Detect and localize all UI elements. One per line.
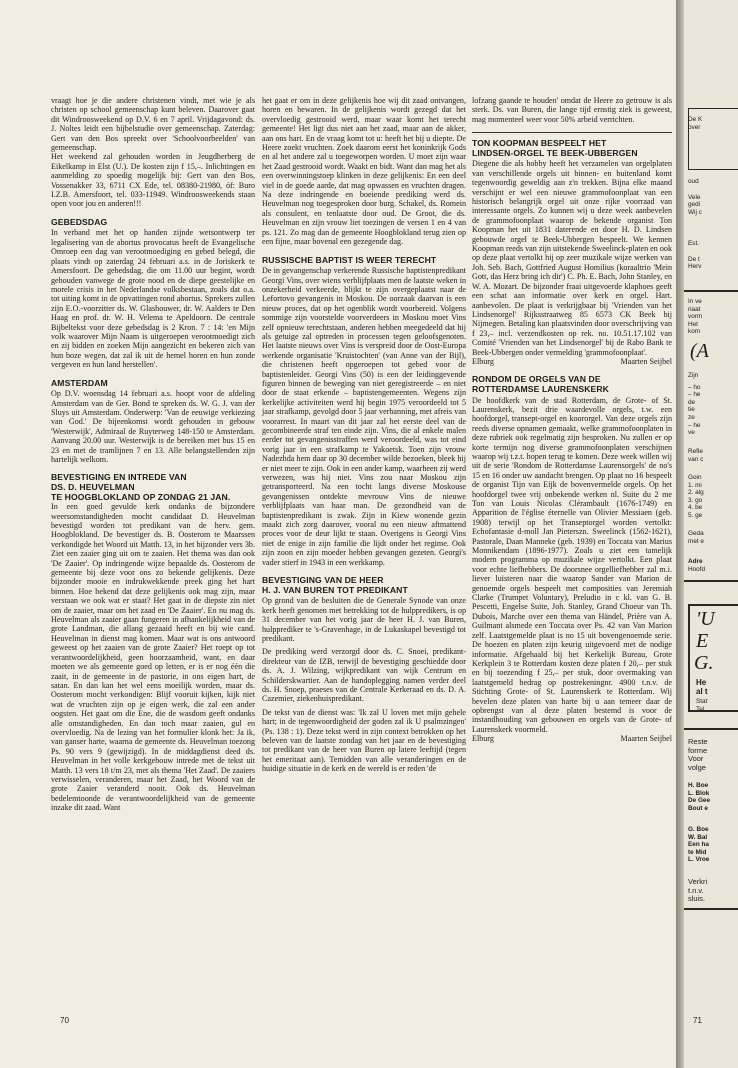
separator-rule: [684, 908, 738, 910]
signature-name: Maarten Seijbel: [620, 734, 672, 744]
headline-line: H. J. VAN BUREN TOT PREDIKANT: [262, 584, 408, 595]
text-fragment: In ve riaat vorm Het kom: [688, 298, 703, 336]
text-fragment: oud Vele gedi Wij c: [688, 178, 702, 216]
article-text: De prediking werd verzorgd door ds. C. Snoei, predikant-direkteur van de IZB, terwijl de bevestiging geschiedde door ds. A. J. Wilzing, wijkpredikant van wijk Centrum en Schilderskwartier. Aan de handoplegging namen verder deel ds. H. Snoep, praeses van de Centrale Kerkeraad en ds. D. A. Cazemier, ziekenhuispredikant.: [262, 647, 466, 704]
text-fragment: Adre Hoofd: [688, 558, 706, 573]
headline-line: TON KOOPMAN BESPEELT HET: [472, 138, 607, 149]
headline-amsterdam: AMSTERDAM: [51, 377, 108, 388]
text-fragment: Reste forme Voor volge: [688, 737, 708, 772]
page-gutter: [676, 0, 684, 1068]
article-text: Op D.V. woensdag 14 februari a.s. hoopt voor de afdeling Amsterdam van de Ger. Bond te spreken ds. W. G. J. van der Sluys uit Amsterdam. Onderwerp: 'Van de eeuwige verkiezing van God.' De bijeenkomst wordt gehouden in gebouw 'Westerwijk', Admiraal de Ruyterweg 148-150 te Amsterdam. Aanvang 20.00 uur. Westerwijk is de bereiken met bus 15 en 23 en met de tramlijnen 7 en 13. Alle belangstellenden zijn hartelijk welkom.: [51, 389, 255, 464]
signature-place: Elburg: [472, 356, 494, 366]
text-fragment: Est. De t Herv: [688, 240, 702, 271]
ad-letter: G.: [694, 652, 714, 674]
column-3: [472, 96, 672, 744]
column-2: [262, 96, 466, 774]
headline-bevestiging-heuvelman: [51, 473, 255, 502]
headline-van-buren: [262, 576, 466, 595]
text-fragment: H. Boe L. Blok De Gee Bout e: [688, 782, 711, 812]
article-text: Op grond van de besluiten die de Generale Synode van onze kerk heeft genomen met betrekking tot de hulppredikers, is op 31 december van het vorig jaar de heer H. J. van Buren, hulpprediker te 's-Gravenhage, in de Lukaskapel bevestigd tot predikant.: [262, 596, 466, 643]
signature-name: Maarten Seijbel: [620, 356, 672, 366]
article-text: vraagt hoe je die andere christenen vindt, met wie je als christen op school gemeenschap kunt beleven. Daarover gaat dit Windroosweekend op D.V. 6 en 7 april. Vrijdagavond: ds. J. Noltes leidt een bijbelstudie over gemeenschap. Zaterdag: Gert van den Bos spreekt over 'Schoolvoorbeelden' van gemeenschap.: [51, 96, 255, 153]
text-fragment: De K over: [688, 116, 703, 131]
headline-line: TE HOOGBLOKLAND OP ZONDAG 21 JAN.: [51, 491, 231, 502]
text-fragment: Verkri t.n.v. sluis.: [688, 877, 708, 904]
article-text: Diegene die als hobby heeft het verzamelen van orgelplaten van verschillende orgels uit binnen- en buitenland komt tegenwoordig geweldig aan z'n trekken. Bijna elke maand verschijnt er wel een nieuwe grammofoonplaat van een historisch belangrijk orgel uit onze rijke voorraad van interessante orgels. Zo kunnen wij u deze week aanbevelen de grammofoonplaat waarop de bekende organist Ton Koopman het uit 1831 daterende en door H. D. Lindsen gebouwde orgel te Beek-Ubbergen bespeelt. We kennen Koopman reeds van zijn uitstekende Sweelinck-platen en ook op deze plaat vertolkt hij op zeer muzikale wijze werken van Joh. Seb. Bach, Gottfried August Homilius (koraaltrio 'Mein Gott, das Herz bring ich dir') C. Ph. E. Bach, John Stanley, en W. A. Mozart. De bijzonder fraai uitgevoerde klaphoes geeft een schat aan informatie over kerk en orgel. Hart. aanbevolen. De plaat is verkrijgbaar bij 'Vrienden van het Lindsenorgel' Rijksstraatweg 85 6573 CK Beek bij Nijmegen. Betaling kan plaatsvinden door overschrijving van f 23,– incl. verzendkosten op rek. no. 10.51.17.102 van Comité 'Vrienden van het Lindsenorgel' bij de Rabo Bank te Beek-Ubbergen onder vermelding 'grammofoonplaat'.: [472, 159, 672, 357]
article-text: In een goed gevulde kerk ondanks de bijzondere weersomstandigheden mocht candidaat D. Heuvelman bevestigd worden tot predikant van de herv. gem. Hoogblokland. De bevestiger ds. B. Oosterom te Maarssen verkondigde het Woord uit Matth. 13, in het bijzonder vers 3b. Ziet een zaaier ging uit om te zaaien. Het thema was dan ook 'De Zaaier'. Op indringende wijze bepaalde ds. Oosterom de gemeente bij deze voor ons zo bekende gelijkenis. Deze bijzonder mooie en indrukwekkende preek ging het hart binnen. Hoe bekend dat deze gelijkenis ook mag zijn, maar verstaan we ook wat er staat? Het gaat in de diepste zin niet om de zaaier, maar om het zaad en 'De Zaaier'. En nu mag ds. Heuvelman als zaaier gaan fungeren in afhankelijkheid van de grote Landman, die allang gezaaid heeft en bij wie cand. Heuvelman in dienst mag komen. Maar wat is ons antwoord geweest op het zaaien van de grote Zaaier? Het roept op tot verantwoordelijkheid, geen hoorzaamheid, want, en daar moeten we als gemeente goed op letten, er is er nog één die zaait, in de gemeente in de pastorie, in ons eigen hart, de satan. En dan kan het wel eens moeilijk worden, maar ds. Oosterom mocht verkondigen: Blijf vooruit kijken, kijk niet wat de vruchten zijn op je eigen werk, die zal een ander oogsten. Het gaat om die Ene, die de wasdom geeft ondanks alle omstandigheden. En dan toch maar zaaien, gul en overvloedig. Na de lezing van het formulier klonk het: Ja ik, van ganser harte, waarna de gemeente ds. Heuvelman toezong Ps. 90 vers 9 (gewijzigd). In de middagdienst deed ds. Heuvelman in het volle kerkgebouw intrede met de tekst uit Matth. 13 vers 18 t/m 23, met als thema 'Het Zaad'. De zaaiers verwisselen, veranderen, maar het Zaad, het Woord van de grote Zaaier veranderd nooit. Ook ds. Heuvelman bedelemtoonde de verantwoordelijkheid van de gemeente inzake dit zaad. Want: [51, 502, 255, 813]
ad-letter: 'U: [696, 608, 715, 630]
headline-line: LINDSEN-ORGEL TE BEEK-UBBERGEN: [472, 147, 638, 158]
large-initial: (A: [690, 340, 709, 362]
signature-line: [472, 357, 672, 366]
article-text: De hoofdkerk van de stad Rotterdam, de Grote- of St. Laurenskerk, bezit drie waardevolle orgels, t.w. een hoofdorgel, transept-orgel en koororgel. Van deze orgels zijn reeds diverse opnamen gemaakt, welke grammofoonplaten in deze rubriek ook regelmatig zijn besproken. Nu zullen er op korte termijn nog diverse grammofoonplaten verschijnen waarop wij t.z.t. hopen terug te komen. Deze week willen wij uit de serie 'Rondom de Rotterdamse Laurensorgels' de no's 15 en 16 onder uw aandacht brengen. Op plaat no 16 bespeelt de organist Tijn van Eijk de bovenvermelde orgels. Op het hoofdorgel twee vrij onbekende werken nl. Suite du 2 me Ton van Louis Nicolas Clérambault (1676-1749) en Apparition de l'église éternelle van Olivier Messiaen (geb. 1908) terwijl op het Transeptorgel worden vertolkt: Echofantasie d-moll Jan Pieterszn. Sweelinck (1562-1621), Pastorale, Daan Manneke (geb. 1939) en Toccata van Marius Monnikendam (1896-1977). Zoals u ziet een tamelijk modern programma op muzikale wijze vertolkt. Een plaat voor echte liefhebbers. De doorsnee orgelliefhebber zal m.i. liever luisteren naar die waarop Sander van Marion de genoemde orgels bespeelt met composities van Jeremiah Clarke (Trumpet Voluntary), Preludio in c kl. van G. B. Pescetti, Engelse Suite, Joh. Stanley, Grand Choeur van Th. Dubois, Marche over een thema van Händel, Prière van A. Guilmant alsmede een Toccata over Ps. 42 van Van Marion zelf. Laatstgemelde plaat is no 15 uit bovengenoemde serie. De hoezen en platen zijn keurig uitgevoerd met de nodige informatie. Afgehaald bij het Kerkelijk Bureau, Grote Kerkplein 3 te Rotterdam kosten deze platen f 20,– per stuk en bij toezending f 25,– per stuk, door overmaking van laatstgemeld bedrag op postrekeningnr. 4900 t.n.v. de Stichting Grote- of St. Laurenskerk te Rotterdam. Wij bevelen deze platen van harte bij u aan temeer daar de opbrengst van al deze platen bestemd is voor de instandhouding van gebouwen en orgels van de Grote- of Laurenskerk voormeld.: [472, 395, 672, 734]
separator-rule: [684, 290, 738, 292]
article-text: De in gevangenschap verkerende Russische baptistenpredikant Georgi Vins, over wiens verblijfplaats men de laatste weken in onzekerheid verkeerde, blijkt te zijn overgeplaatst naar de Lefortovo gevangenis in Moskou. De oorzaak daarvan is een nieuw proces, dat op het ogenblik wordt voorbereid. Volgens sommige zijn voorstelde voorverdeers in Moskou moet Vins zelf opnieuw terechtstaan, anderen hebben meegedeeld dat hij als getuige zal optreden in processen tegen geloofsgenoten. Het laatste nieuws over Vins is verspreid door de Oost-Europa werkende organisatie 'Kruistochten' (van Anne van der Bijl), die christenen heeft opgeroepen tot gebed voor de baptistenleider. Georgi Vins (50) is een der leidinggevende figuren binnen de beweging van niet geregistreerde – en niet door de staat erkende – baptistengemeenten. Wegens zijn kerkelijke activiteiten werd hij begin 1975 veroordeeld tot 5 jaar strafkamp, gevolgd door 5 jaar verbanning, met afreis van voorarrest. In maart van dit jaar zal het eerste deel van de gecombineerde straf ten einde zijn. Vins, die al enkele malen eerder tot gevangenisstraffen werd veroordeeld, was tot eind vorig jaar in een strafkamp te Yakoetsk. Toen zijn vrouw Nadezhda hem daar op 30 december wilde bezoeken, bleek hij er niet meer te zijn. Ook in een ander kamp, waarheen zij werd verwezen, was hij niet. Vins zou naar Moskou zijn getransporteerd. Na een tocht langs diverse Moskouse gevangenissen ontdekte mevrouw Vins de nieuwe verblijfplaats van haar man. De gezondheid van de baptistenpredikant is zwak. Zijn in Kiew wonende gezin maakt zich zorg daarover, vooral nu een nieuw aftmattend proces voor de deur lijkt te staan. Overigens is Georgi Vins niet de enige in zijn familie die lijdt onder het regime. Ook zijn zoon en zijn moeder hebben gevangen gezeten. Georgi's vader stierf in 1943 in een werkkamp.: [262, 266, 466, 567]
text-fragment: Geda met e: [688, 530, 704, 545]
text-fragment: Zijn – ho – he de tie ze – he ve: [688, 372, 701, 437]
right-page-edge: [684, 0, 738, 1068]
text-fragment: Stat Tel.: [696, 698, 708, 713]
article-text: De tekst van de dienst was: 'Ik zal U loven met mijn gehele hart; in de tegenwoordigheid der goden zal ik U psalmzingen' (Ps. 138 : 1). Deze tekst werd in zijn context betrokken op het beleven van de laatste zondag van het jaar en de bevestiging tot predikant van de heer van Buren op latere leeftijd (tegen het emeritaat aan). Temidden van alle veranderingen en de huidige situatie in de kerk en de wereld is er reden 'de: [262, 707, 466, 774]
text-fragment: He al t: [696, 678, 708, 696]
text-fragment: Goin 1. mi 2. alg 3. go 4. be 5. ge: [688, 474, 704, 519]
headline-line: ROTTERDAMSE LAURENSKERK: [472, 383, 609, 394]
text-fragment: G. Boe W. Bal Een ha te Mid L. Vroe: [688, 826, 710, 864]
headline-gebedsdag: GEBEDSDAG: [51, 216, 108, 227]
headline-line: BEVESTIGING VAN DE HEER: [262, 575, 384, 586]
headline-line: BEVESTIGING EN INTREDE VAN: [51, 472, 187, 483]
headline-line: RONDOM DE ORGELS VAN DE: [472, 374, 601, 385]
headline-line: DS. D. HEUVELMAN: [51, 482, 135, 492]
column-1: [51, 96, 255, 813]
ad-letter: E: [696, 630, 709, 652]
signature-line: [472, 734, 672, 743]
article-text: het gaat er om in deze gelijkenis hoe wij dit zaad ontvangen, horen en bewaren. In de gelijkenis wordt gezegd dat het overvloedig gestrooid werd, maar waar komt het terecht gemeente! Het ligt dus niet aan het zaad, maar aan de akker, aan ons hart. En de vraag komt tot u: heeft het bij u diepte. De Heere zoekt vruchten. Zoek daarom eerst het koninkrijk Gods en al het andere zal u toegeworpen worden. U moet zijn waar het Zaad gestrooid wordt. Waakt en bidt. Want dan mag het als een overwinningstoep klinken in deze gelijkenis: En een deel viel in de goede aarde, dat mag opwassen en vruchten dragen. Na deze indringende en boeiende prediking werd ds. Heuvelman nog toegesproken door burg. Schakel, ds. Romein als consulent, en tenlaatste door oud. De Groot, die ds. Heuvelman en zijn vrouw liet toezingen de versen 1 en 4 van ps. 121. Zo mag dan de gemeente Hoogblokland terug zien op een fijne, maar bovenal een gezegende dag.: [262, 96, 466, 247]
column-divider: [472, 132, 672, 133]
headline-baptist: RUSSISCHE BAPTIST IS WEER TERECHT: [262, 254, 437, 265]
article-text: lofzang gaande te houden' omdat de Heere zo getrouw is als sterk. Ds. van Buren, die lange tijd ernstig ziek is geweest, mag momenteel weer voor 50% arbeid verrichten.: [472, 96, 672, 124]
article-text: Het weekend zal gehouden worden in Jeugdherberg de Eikelkamp in Elst (U.). De kosten zijn f 15,–. Inlichtingen en aanmelding zo spoedig mogelijk bij: Gert van den Bos, Vossenakker 33, 6711 CX Ede, tel. 08380-21980, óf: Buro I.Z.B. Amersfoort, tel. 033-11949. Windroosweekends staan open voor jou en anderen!!!: [51, 152, 255, 209]
headline-ton-koopman: [472, 139, 672, 158]
page-number-right: 71: [693, 1016, 702, 1025]
page-number-left: 70: [60, 1016, 69, 1025]
article-text: In verband met het op handen zijnde wetsontwerp ter legalisering van de abortus provocatus heeft de Evangelische Omroep een dag van verootmoediging en gebed belegd, die plaats vindt op zaterdag 24 februari a.s. in de Joriskerk te Amersfoort. De gebedsdag, die om 11.00 uur begint, wordt gehouden vanwege de grote nood en de diepe geestelijke en morele crisis in het Nederlandse volksbestaan, zoals dat o.a. tot uiting komt in de opvattingen rond abortus. Sprekers zullen zijn E.O.-voorzitter ds. W. Glashouwer, dr. W. Aalders te Den Haag en prof. dr. W. H. Velema te Apeldoorn. De centrale Bijbeltekst voor deze gebedsdag is 2 Kron. 7 : 14: 'en Mijn volk waarover Mijn Naam is uitgeroepen verootmoedigt zich en zij bidden en zoeken Mijn aangezicht en bekeren zich van hun boze wegen, dat zal ik uit de hemel horen en hun zonde vergeven en hun land herstellen'.: [51, 228, 255, 370]
signature-place: Elburg: [472, 734, 494, 744]
headline-laurenskerk: [472, 375, 672, 394]
separator-rule: [684, 580, 738, 582]
separator-rule: [684, 728, 738, 730]
text-fragment: Refle van c: [688, 448, 704, 463]
